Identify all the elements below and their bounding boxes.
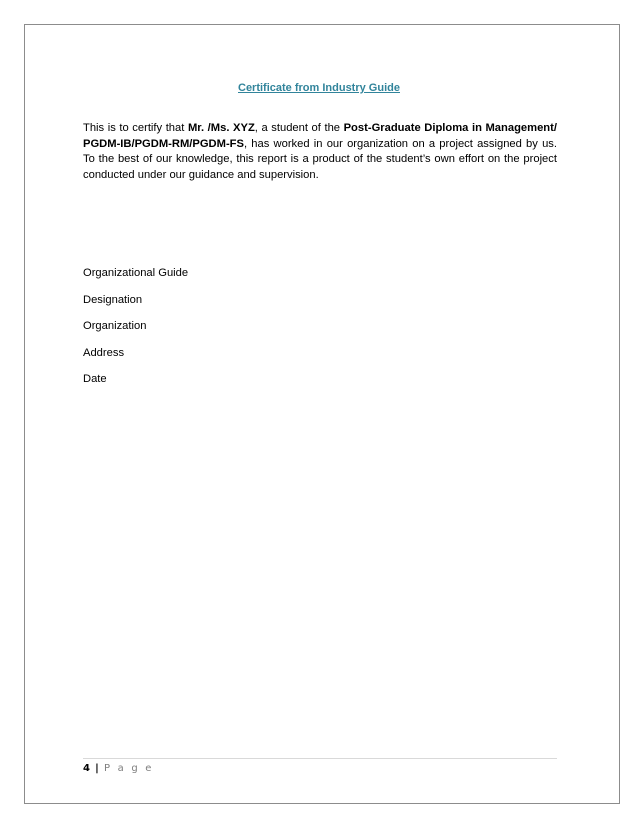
signature-block xyxy=(83,266,188,399)
signature-field-address: Address xyxy=(83,346,125,359)
signature-field-guide: Organizational Guide xyxy=(83,267,189,279)
student-name: Mr. /Ms. XYZ xyxy=(187,122,255,134)
footer-divider xyxy=(83,758,557,759)
page-label: P a g e xyxy=(104,763,154,774)
certificate-title: Certificate from Industry Guide xyxy=(238,82,400,94)
footer-separator: | xyxy=(95,763,99,774)
signature-field-date: Date xyxy=(83,373,107,385)
certificate-body xyxy=(83,121,557,183)
signature-field-designation: Designation xyxy=(83,293,143,306)
signature-field-organization: Organization xyxy=(83,320,147,332)
page-number: 4 xyxy=(83,763,90,774)
body-text-intro: This is to certify that xyxy=(83,122,188,134)
body-text-student: , a student of the xyxy=(254,122,344,134)
page-footer xyxy=(83,763,154,774)
program-name: Post-Graduate Diploma in Management/ PGDM-IB/PGDM-RM/PGDM-FS xyxy=(83,122,557,150)
body-text-rest: , has worked in our organization on a project assigned by us. To the best of our knowledge, this report is a product of the student’s own effort on the project conducted under our guidance and supervision. xyxy=(83,137,557,181)
